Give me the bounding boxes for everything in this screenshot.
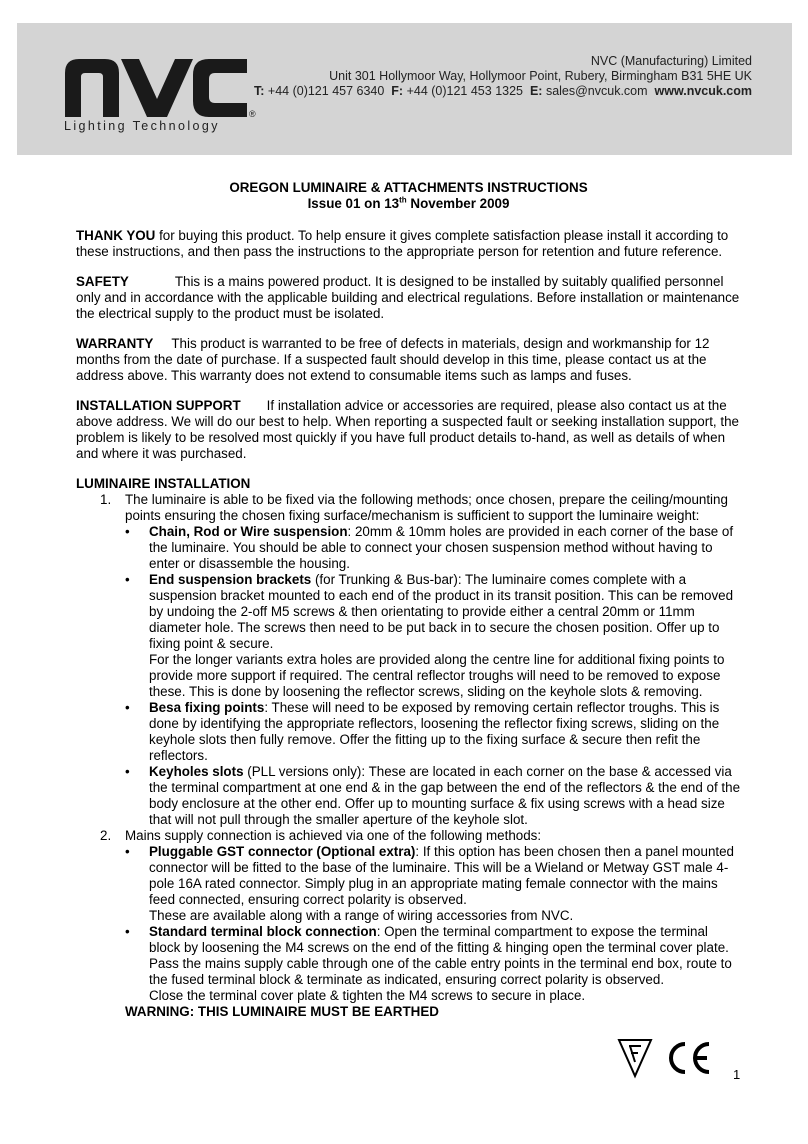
safety-paragraph: SAFETY This is a mains powered product. It is designed to be installed by suitably qualified personnel only and in accordance with the applicable building and electrical regulations. Before installation or maintenance the electrical supply to the product must be isolated. xyxy=(76,274,740,321)
company-address: Unit 301 Hollymoor Way, Hollymoor Point, Rubery, Birmingham B31 5HE UK xyxy=(329,69,752,83)
company-details xyxy=(254,54,752,99)
support-paragraph: INSTALLATION SUPPORT If installation advice or accessories are required, please also contact us at the above address. We will do our best to help. When reporting a suspected fault or seeking installation support, the problem is likely to be resolved most quickly if you have full product details to-hand, as well as details of when and where it was purchased. xyxy=(76,398,739,461)
step-item: 1. The luminaire is able to be fixed via the following methods; once chosen, prepare the ceiling/mounting points ensuring the chosen fixing surface/mechanism is sufficient to support the luminaire weight: • Chain, Rod or Wire suspension: 20mm & 10mm holes are provided in each corner of the base of the luminaire. You should be able to connect your chosen suspension method without having to enter or disassemble the housing. • End suspension brackets (for Trunking & Bus-bar): The luminaire comes complete with a suspension bracket mounted to each end of the product in its transit position. This can be removed by undoing the 2-off M5 screws & then orientating to provide either a central 20mm or 11mm diameter hole. The screws then need to be put back in to secure the chosen position. Offer up to fixing point & secure. For the longer variants extra holes are provided along the centre line for additional fixing points to provide more support if required. The central reflector troughs will need to be removed to expose these. This is done by loosening the reflector screws, sliding on the keyhole slots & removing. • Besa fixing points: These will need to be exposed by removing certain reflector troughs. This is done by identifying the appropriate reflectors, loosening the reflector fixing screws, sliding on the keyhole slots then fully remove. Offer the fitting up to the fixing surface & secure then refit the reflectors. • Keyholes slots (PLL versions only): These are located in each corner on the base & accessed via the terminal compartment at one end & in the gap between the end of the reflectors & the end of the body enclosure at the other end. Offer up to mounting surface & fix using screws with a head size that will not pull through the smaller aperture of the keyhole slot. xyxy=(100,492,741,827)
thank-you-paragraph: THANK YOU for buying this product. To help ensure it gives complete satisfaction please install it according to these instructions, and then pass the instructions to the appropriate person for retention and future reference. xyxy=(76,228,729,259)
issue-line: Issue 01 on 13th November 2009 xyxy=(307,195,510,211)
fixing-methods xyxy=(125,524,741,828)
installation-steps xyxy=(76,492,741,1020)
website-link[interactable]: www.nvcuk.com xyxy=(654,84,752,98)
list-item: • Standard terminal block connection: Open the terminal compartment to expose the terminal block by loosening the M4 screws on the end of the fitting & hinging open the terminal cover plate. Pass the mains supply cable through one of the cable entry points in the terminal end box, route to the fused terminal block & terminate as indicated, ensuring correct polarity is observed. Close the terminal cover plate & tighten the M4 screws to secure in place. xyxy=(125,924,732,1003)
earthing-warning: WARNING: THIS LUMINAIRE MUST BE EARTHED xyxy=(125,1004,439,1019)
list-item: • End suspension brackets (for Trunking & Bus-bar): The luminaire comes complete with a suspension bracket mounted to each end of the product in its transit position. This can be removed by undoing the 2-off M5 screws & then orientating to provide either a central 20mm or 11mm diameter hole. The screws then need to be put back in to secure the chosen position. Offer up to fixing point & secure. For the longer variants extra holes are provided along the centre line for additional fixing points to provide more support if required. The central reflector troughs will need to be removed to expose these. This is done by loosening the reflector screws, sliding on the keyhole slots & removing. xyxy=(125,572,734,699)
phone-number: +44 (0)121 457 6340 xyxy=(267,84,385,98)
letterhead-band xyxy=(17,23,792,155)
list-item: • Pluggable GST connector (Optional extra): If this option has been chosen then a panel mounted connector will be fitted to the base of the luminaire. This will be a Wieland or Metway GST male 4-pole 16A rated connector. Simply plug in an appropriate mating female connector with the mains feed connected, ensuring correct polarity is observed. These are available along with a range of wiring accessories from NVC. xyxy=(125,844,735,923)
list-item: • Chain, Rod or Wire suspension: 20mm & 10mm holes are provided in each corner of the base of the luminaire. You should be able to connect your chosen suspension method without having to enter or disassemble the housing. xyxy=(125,524,734,571)
nvc-logo xyxy=(65,53,256,119)
title-line: OREGON LUMINAIRE & ATTACHMENTS INSTRUCTIONS xyxy=(229,180,588,195)
f-mark-icon xyxy=(617,1036,717,1080)
step-text: Mains supply connection is achieved via one of the following methods: xyxy=(125,828,542,843)
company-name: NVC (Manufacturing) Limited xyxy=(590,54,752,68)
page-number: 1 xyxy=(733,1067,741,1082)
step-item: 2. Mains supply connection is achieved via one of the following methods: • Pluggable GST connector (Optional extra): If this option has been chosen then a panel mounted connector will be fitted to the base of the luminaire. This will be a Wieland or Metway GST male 4-pole 16A rated connector. Simply plug in an appropriate mating female connector with the mains feed connected, ensuring correct polarity is observed. These are available along with a range of wiring accessories from NVC. • Standard terminal block connection: Open the terminal compartment to expose the terminal block by loosening the M4 screws on the end of the fitting & hinging open the terminal cover plate. Pass the mains supply cable through one of the cable entry points in the terminal end box, route to the fused terminal block & terminate as indicated, ensuring correct polarity is observed. Close the terminal cover plate & tighten the M4 screws to secure in place. WARNING: THIS LUMINAIRE MUST BE EARTHED xyxy=(76,828,741,1020)
registered-mark: ® xyxy=(249,109,256,119)
document-title xyxy=(76,180,741,212)
email-address[interactable]: sales@nvcuk.com xyxy=(545,84,648,98)
installation-heading: LUMINAIRE INSTALLATION xyxy=(76,476,251,491)
document-body xyxy=(76,180,741,1020)
certification-marks xyxy=(617,1036,717,1085)
supply-methods xyxy=(125,844,741,1004)
step-text: The luminaire is able to be fixed via the following methods; once chosen, prepare the ceiling/mounting points ensuring the chosen fixing surface/mechanism is sufficient to support the luminaire weight: xyxy=(125,492,728,523)
list-item: • Keyholes slots (PLL versions only): These are located in each corner on the base & accessed via the terminal compartment at one end & in the gap between the end of the reflectors & the end of the body enclosure at the other end. Offer up to mounting surface & fix using screws with a head size that will not pull through the smaller aperture of the keyhole slot. xyxy=(125,764,741,827)
fax-number: +44 (0)121 453 1325 xyxy=(406,84,523,98)
tagline: Lighting Technology xyxy=(64,119,220,133)
warranty-paragraph: WARRANTY This product is warranted to be free of defects in materials, design and workmanship for 12 months from the date of purchase. If a suspected fault should develop in this time, please contact us at the address above. This warranty does not extend to consumable items such as lamps and fuses. xyxy=(76,336,710,383)
company-contacts: T: +44 (0)121 457 6340 F: +44 (0)121 453 1325 E: sales@nvcuk.com www.nvcuk.com xyxy=(254,84,752,98)
list-item: • Besa fixing points: These will need to be exposed by removing certain reflector troughs. This is done by identifying the appropriate reflectors, loosening the reflector fixing screws, sliding on the keyhole slots then fully remove. Offer the fitting up to the fixing surface & secure then refit the reflectors. xyxy=(125,700,720,763)
nvc-logo-mark xyxy=(65,53,247,119)
